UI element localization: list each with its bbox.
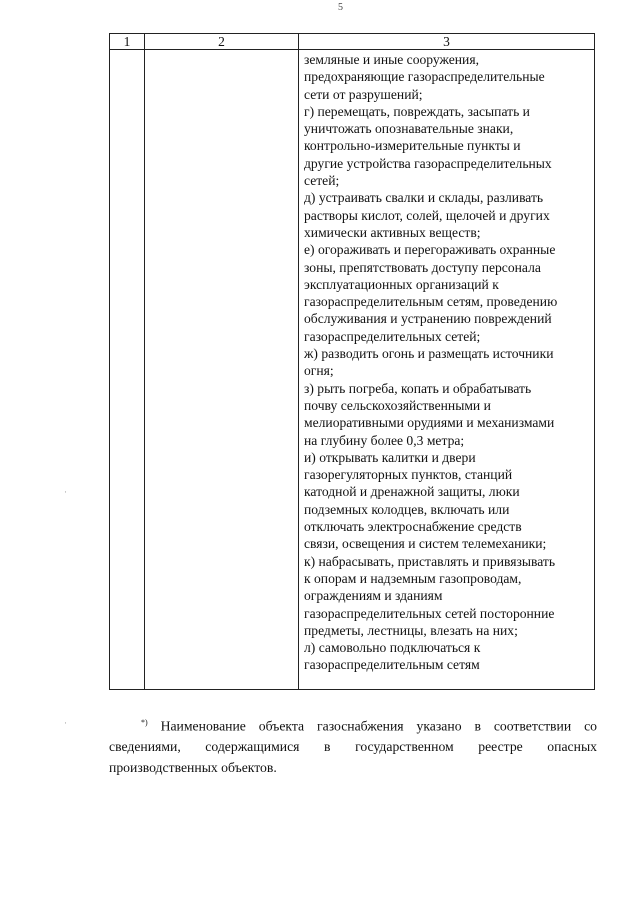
- text-line: ограждениям и зданиям: [304, 588, 443, 604]
- text-line: газораспределительным сетям, проведению: [304, 294, 558, 310]
- text-line: отключать электроснабжение средств: [304, 519, 522, 535]
- text-line: почву сельскохозяйственными и: [304, 397, 491, 413]
- text-line: подземных колодцев, включать или: [304, 501, 510, 517]
- cell-col1: [110, 50, 145, 690]
- footnote-text-1: Наименование объекта газоснабжения указано в соответствии со: [160, 718, 597, 734]
- column-header-2: 2: [145, 34, 299, 50]
- text-line: л) самовольно подключаться к: [304, 640, 481, 656]
- text-line: огня;: [304, 363, 334, 379]
- text-line: химически активных веществ;: [304, 224, 481, 240]
- scan-speck: ·: [64, 487, 67, 497]
- text-line: предметы, лестницы, влезать на них;: [304, 622, 518, 638]
- text-line: эксплуатационных организаций к: [304, 276, 499, 292]
- text-line: предохраняющие газораспределительные: [304, 69, 545, 85]
- text-line: растворы кислот, солей, щелочей и других: [304, 207, 550, 223]
- scan-speck: ·: [64, 718, 67, 728]
- footnote: [109, 713, 597, 778]
- text-line: контрольно-измерительные пункты и: [304, 138, 521, 154]
- text-line: газорегуляторных пунктов, станций: [304, 467, 513, 483]
- text-line: е) огораживать и перегораживать охранные: [304, 242, 556, 258]
- column-header-3: 3: [299, 34, 595, 50]
- text-line: газораспределительных сетей посторонние: [304, 605, 555, 621]
- text-line: д) устраивать свалки и склады, разливать: [304, 190, 544, 206]
- text-line: ж) разводить огонь и размещать источники: [304, 346, 554, 362]
- text-line: газораспределительным сетям: [304, 657, 480, 673]
- text-line: земляные и иные сооружения,: [304, 52, 479, 67]
- footnote-marker: *): [141, 718, 148, 727]
- footnote-line-3: производственных объектов.: [109, 759, 277, 775]
- text-line: обслуживания и устранению повреждений: [304, 311, 552, 327]
- text-line: другие устройства газораспределительных: [304, 155, 552, 171]
- text-line: сети от разрушений;: [304, 86, 423, 102]
- text-line: уничтожать опознавательные знаки,: [304, 121, 514, 137]
- column-header-1: 1: [110, 34, 145, 50]
- footnote-line-2: сведениями, содержащимися в государственном реестре опасных: [109, 739, 597, 755]
- text-line: сетей;: [304, 173, 340, 189]
- cell-col3: [299, 50, 595, 690]
- text-line: мелиоративными орудиями и механизмами: [304, 415, 555, 431]
- text-line: к опорам и надземным газопроводам,: [304, 570, 522, 586]
- text-line: з) рыть погреба, копать и обрабатывать: [304, 380, 532, 396]
- text-line: связи, освещения и систем телемеханики;: [304, 536, 547, 552]
- table-header-row: [110, 34, 595, 50]
- text-line: на глубину более 0,3 метра;: [304, 432, 465, 448]
- page-number: 5: [338, 2, 343, 13]
- text-line: и) открывать калитки и двери: [304, 449, 476, 465]
- text-line: г) перемещать, повреждать, засыпать и: [304, 103, 530, 119]
- text-line: зоны, препятствовать доступу персонала: [304, 259, 541, 275]
- requirements-table: [109, 33, 595, 690]
- text-line: к) набрасывать, приставлять и привязывать: [304, 553, 556, 569]
- text-line: катодной и дренажной защиты, люки: [304, 484, 520, 500]
- cell-col2: [145, 50, 299, 690]
- text-line: газораспределительных сетей;: [304, 328, 481, 344]
- table-row: [110, 50, 595, 690]
- footnote-line-1: [109, 713, 597, 737]
